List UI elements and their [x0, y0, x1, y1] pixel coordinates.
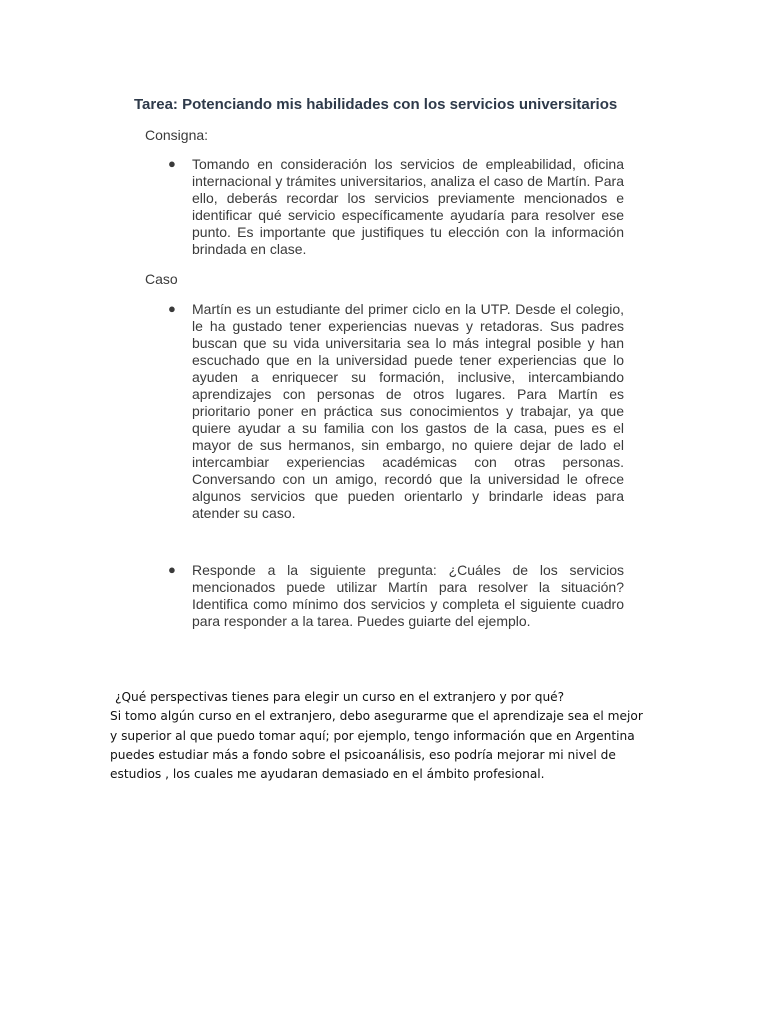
caso-bullet-item	[168, 301, 624, 522]
bullet-icon: ●	[168, 301, 176, 316]
consigna-label: Consigna:	[145, 127, 209, 143]
answer-block	[110, 688, 650, 784]
answer-response: Si tomo algún curso en el extranjero, debo asegurarme que el aprendizaje sea el mejor y superior al que puedo tomar aquí; por ejemplo, tengo información que en Argentina puedes estudiar más a fondo sobre el psicoanálisis, eso podría mejorar mi nivel de estudios , los cuales me ayudaran demasiado en el ámbito profesional.	[110, 709, 643, 782]
caso-bullet-text: Martín es un estudiante del primer ciclo en la UTP. Desde el colegio, le ha gustado tener experiencias nuevas y retadoras. Sus padres buscan que su vida universitaria sea lo más integral posible y han escuchado que en la universidad puede tener experiencias que lo ayuden a enriquecer su formación, inclusive, intercambiando aprendizajes con personas de otros lugares. Para Martín es prioritario poner en práctica sus conocimientos y trabajar, ya que quiere ayudar a su familia con los gastos de la casa, pues es el mayor de sus hermanos, sin embargo, no quiere dejar de lado el intercambiar experiencias académicas con otras personas. Conversando con un amigo, recordó que la universidad le ofrece algunos servicios que pueden orientarlo y brindarle ideas para atender su caso.	[192, 301, 624, 521]
caso-label: Caso	[145, 271, 178, 287]
consigna-bullet-item	[168, 156, 624, 258]
consigna-bullet-text: Tomando en consideración los servicios de empleabilidad, oficina internacional y trámites universitarios, analiza el caso de Martín. Para ello, deberás recordar los servicios previamente mencionados e identificar qué servicio específicamente ayudaría para resolver ese punto. Es importante que justifiques tu elección con la información brindada en clase.	[192, 156, 624, 257]
pregunta-bullet-item	[168, 562, 624, 630]
bullet-icon: ●	[168, 156, 176, 171]
bullet-icon: ●	[168, 562, 176, 577]
answer-question: ¿Qué perspectivas tienes para elegir un curso en el extranjero y por qué?	[115, 690, 565, 704]
document-title: Tarea: Potenciando mis habilidades con los servicios universitarios	[134, 96, 618, 113]
pregunta-bullet-text: Responde a la siguiente pregunta: ¿Cuáles de los servicios mencionados puede utilizar Martín para resolver la situación? Identifica como mínimo dos servicios y completa el siguiente cuadro para responder a la tarea. Puedes guiarte del ejemplo.	[192, 562, 624, 629]
